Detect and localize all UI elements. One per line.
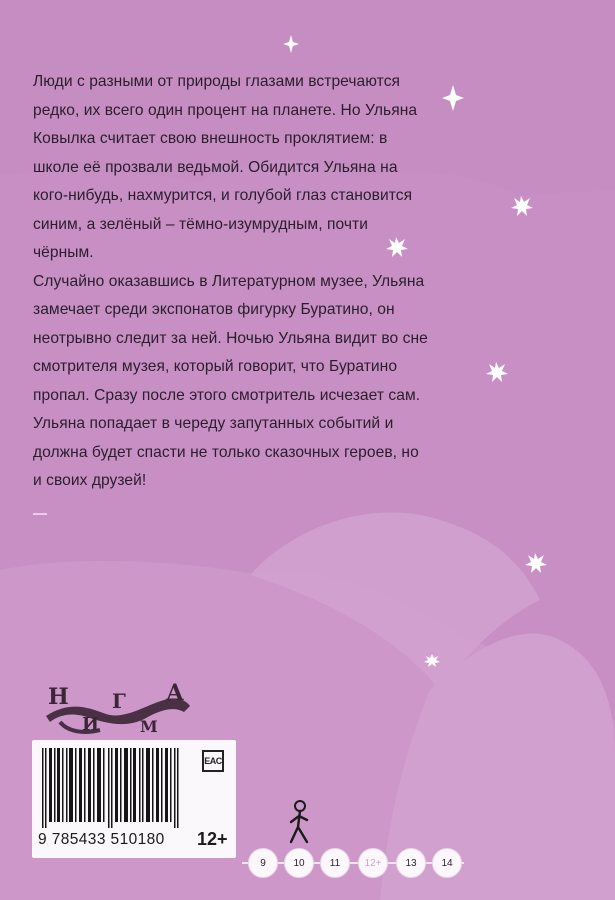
age-marker: 10: [284, 848, 314, 878]
age-marker: 11: [320, 848, 350, 878]
description-paragraph: Люди с разными от природы глазами встречаются редко, их всего один процент на планете. Но Ульяна Ковылка считает свою внешность проклятием: в школе её прозвали ведьмой. Обидится Ульяна на кого-нибудь, нахмурится, и голубой глаз становится синим, а зелёный – тёмно-изумрудным, почти чёрным.: [33, 73, 418, 261]
book-description: [33, 68, 428, 496]
eac-mark: EAC: [202, 750, 224, 772]
age-scale: [242, 848, 464, 878]
walking-person-icon: [285, 800, 315, 846]
barcode: [36, 748, 192, 828]
publisher-logo: [40, 678, 192, 740]
svg-text:Н: Н: [48, 684, 69, 710]
svg-text:И: И: [82, 714, 100, 735]
age-marker: 14: [432, 848, 462, 878]
age-marker: 13: [396, 848, 426, 878]
svg-text:М: М: [140, 717, 158, 736]
svg-text:А: А: [166, 680, 184, 706]
age-marker: 9: [248, 848, 278, 878]
age-marker-active: 12+: [358, 848, 388, 878]
age-rating: 12+: [197, 829, 228, 849]
isbn-number: 9 785433 510180: [38, 831, 165, 848]
description-paragraph: Случайно оказавшись в Литературном музее, Ульяна замечает среди экспонатов фигурку Буратино, он неотрывно следит за ней. Ночью Ульяна видит во сне смотрителя музея, который говорит, что Буратино пропал. Сразу после этого смотритель исчезает сам. Ульяна попадает в череду запутанных событий и должна будет спасти не только сказочных героев, но и своих друзей!: [33, 272, 428, 489]
svg-text:Г: Г: [112, 689, 126, 713]
barcode-panel: [32, 740, 236, 858]
divider: [33, 513, 47, 515]
